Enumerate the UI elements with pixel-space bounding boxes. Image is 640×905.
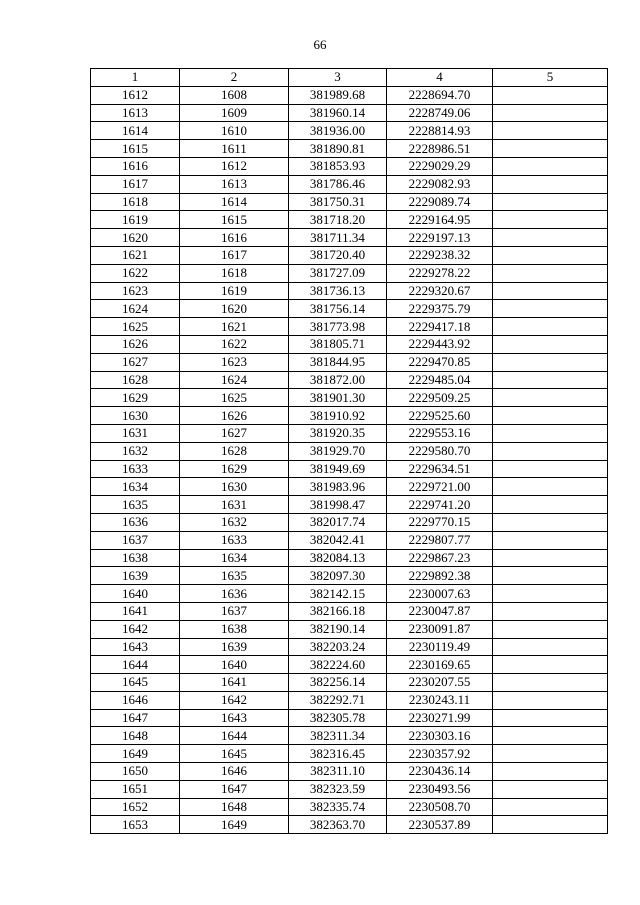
table-cell-col-5: [493, 460, 608, 478]
table-row: [91, 157, 608, 175]
table-cell-col-1: 1616: [91, 157, 180, 175]
table-row: [91, 246, 608, 264]
table-cell-col-3: 381720.40: [289, 246, 387, 264]
table-row: [91, 211, 608, 229]
table-cell-col-5: [493, 691, 608, 709]
table-cell-col-4: 2229580.70: [387, 442, 493, 460]
table-row: [91, 193, 608, 211]
column-header-4: 4: [387, 69, 493, 87]
table-cell-col-2: 1620: [180, 300, 289, 318]
table-cell-col-2: 1615: [180, 211, 289, 229]
table-cell-col-3: 381910.92: [289, 407, 387, 425]
table-cell-col-3: 381901.30: [289, 389, 387, 407]
table-row: [91, 531, 608, 549]
table-cell-col-2: 1636: [180, 585, 289, 603]
table-cell-col-2: 1633: [180, 531, 289, 549]
table-cell-col-1: 1615: [91, 140, 180, 158]
table-cell-col-3: 382256.14: [289, 674, 387, 692]
table-cell-col-5: [493, 567, 608, 585]
table-cell-col-4: 2229238.32: [387, 246, 493, 264]
table-cell-col-1: 1628: [91, 371, 180, 389]
table-cell-col-5: [493, 602, 608, 620]
table-cell-col-3: 381786.46: [289, 175, 387, 193]
table-cell-col-3: 382316.45: [289, 745, 387, 763]
table-cell-col-5: [493, 175, 608, 193]
table-cell-col-4: 2229470.85: [387, 353, 493, 371]
coordinates-table: [90, 68, 608, 834]
table-cell-col-3: 381727.09: [289, 264, 387, 282]
table-cell-col-4: 2230357.92: [387, 745, 493, 763]
table-cell-col-5: [493, 424, 608, 442]
table-cell-col-1: 1629: [91, 389, 180, 407]
table-cell-col-5: [493, 727, 608, 745]
table-cell-col-2: 1628: [180, 442, 289, 460]
table-row: [91, 638, 608, 656]
table-cell-col-4: 2228986.51: [387, 140, 493, 158]
table-cell-col-3: 381773.98: [289, 318, 387, 336]
table-cell-col-3: 381718.20: [289, 211, 387, 229]
table-row: [91, 86, 608, 104]
table-cell-col-5: [493, 816, 608, 834]
table-cell-col-3: 381929.70: [289, 442, 387, 460]
table-cell-col-1: 1642: [91, 620, 180, 638]
table-cell-col-5: [493, 371, 608, 389]
table-cell-col-5: [493, 780, 608, 798]
table-cell-col-4: 2230047.87: [387, 602, 493, 620]
table-cell-col-4: 2229807.77: [387, 531, 493, 549]
table-cell-col-3: 381750.31: [289, 193, 387, 211]
table-cell-col-1: 1648: [91, 727, 180, 745]
table-cell-col-1: 1647: [91, 709, 180, 727]
table-cell-col-5: [493, 264, 608, 282]
table-row: [91, 335, 608, 353]
table-cell-col-3: 381853.93: [289, 157, 387, 175]
table-cell-col-4: 2230303.16: [387, 727, 493, 745]
table-cell-col-4: 2229525.60: [387, 407, 493, 425]
table-cell-col-4: 2229417.18: [387, 318, 493, 336]
table-row: [91, 691, 608, 709]
table-cell-col-4: 2229029.29: [387, 157, 493, 175]
table-cell-col-3: 381844.95: [289, 353, 387, 371]
table-row: [91, 282, 608, 300]
table-cell-col-1: 1621: [91, 246, 180, 264]
table-row: [91, 549, 608, 567]
table-row: [91, 264, 608, 282]
table-cell-col-3: 382323.59: [289, 780, 387, 798]
column-header-3: 3: [289, 69, 387, 87]
table-cell-col-3: 381711.34: [289, 229, 387, 247]
table-cell-col-3: 381805.71: [289, 335, 387, 353]
table-cell-col-1: 1652: [91, 798, 180, 816]
table-cell-col-3: 382305.78: [289, 709, 387, 727]
table-row: [91, 140, 608, 158]
table-cell-col-3: 381989.68: [289, 86, 387, 104]
table-cell-col-5: [493, 763, 608, 781]
table-cell-col-2: 1624: [180, 371, 289, 389]
table-cell-col-3: 382203.24: [289, 638, 387, 656]
table-cell-col-2: 1647: [180, 780, 289, 798]
table-cell-col-5: [493, 246, 608, 264]
table-cell-col-2: 1649: [180, 816, 289, 834]
table-cell-col-2: 1617: [180, 246, 289, 264]
table-row: [91, 602, 608, 620]
table-cell-col-2: 1616: [180, 229, 289, 247]
table-cell-col-4: 2229770.15: [387, 513, 493, 531]
table-cell-col-3: 381949.69: [289, 460, 387, 478]
table-cell-col-4: 2230169.65: [387, 656, 493, 674]
table-cell-col-1: 1620: [91, 229, 180, 247]
table-cell-col-1: 1638: [91, 549, 180, 567]
table-cell-col-5: [493, 282, 608, 300]
table-cell-col-3: 381920.35: [289, 424, 387, 442]
table-cell-col-2: 1618: [180, 264, 289, 282]
table-cell-col-1: 1653: [91, 816, 180, 834]
table-cell-col-5: [493, 335, 608, 353]
table-cell-col-5: [493, 140, 608, 158]
table-cell-col-2: 1629: [180, 460, 289, 478]
table-cell-col-4: 2230207.55: [387, 674, 493, 692]
table-cell-col-4: 2230119.49: [387, 638, 493, 656]
table-cell-col-1: 1637: [91, 531, 180, 549]
table-header: [91, 69, 608, 87]
table-row: [91, 496, 608, 514]
table-cell-col-2: 1608: [180, 86, 289, 104]
table-cell-col-1: 1634: [91, 478, 180, 496]
table-row: [91, 478, 608, 496]
table-row: [91, 300, 608, 318]
table-cell-col-1: 1635: [91, 496, 180, 514]
table-cell-col-3: 382311.10: [289, 763, 387, 781]
table-cell-col-4: 2229089.74: [387, 193, 493, 211]
table-cell-col-4: 2230508.70: [387, 798, 493, 816]
table-cell-col-2: 1646: [180, 763, 289, 781]
table-cell-col-2: 1644: [180, 727, 289, 745]
table-cell-col-4: 2229320.67: [387, 282, 493, 300]
table-row: [91, 674, 608, 692]
table-cell-col-2: 1630: [180, 478, 289, 496]
table-cell-col-4: 2230091.87: [387, 620, 493, 638]
table-cell-col-3: 381960.14: [289, 104, 387, 122]
table-cell-col-3: 381983.96: [289, 478, 387, 496]
table-cell-col-3: 382335.74: [289, 798, 387, 816]
table-cell-col-4: 2228814.93: [387, 122, 493, 140]
table-cell-col-1: 1625: [91, 318, 180, 336]
table-cell-col-4: 2228694.70: [387, 86, 493, 104]
table-cell-col-2: 1611: [180, 140, 289, 158]
table-cell-col-1: 1626: [91, 335, 180, 353]
table-cell-col-5: [493, 300, 608, 318]
table-row: [91, 229, 608, 247]
table-cell-col-2: 1622: [180, 335, 289, 353]
table-cell-col-5: [493, 709, 608, 727]
table-cell-col-4: 2230243.11: [387, 691, 493, 709]
table-cell-col-1: 1613: [91, 104, 180, 122]
table-cell-col-1: 1632: [91, 442, 180, 460]
table-cell-col-3: 382042.41: [289, 531, 387, 549]
table-row: [91, 709, 608, 727]
table-cell-col-5: [493, 478, 608, 496]
column-header-2: 2: [180, 69, 289, 87]
table-cell-col-3: 382311.34: [289, 727, 387, 745]
table-cell-col-1: 1619: [91, 211, 180, 229]
table-cell-col-2: 1623: [180, 353, 289, 371]
table-cell-col-1: 1643: [91, 638, 180, 656]
table-cell-col-2: 1626: [180, 407, 289, 425]
table-row: [91, 389, 608, 407]
table-cell-col-4: 2230493.56: [387, 780, 493, 798]
table-cell-col-4: 2230537.89: [387, 816, 493, 834]
table-cell-col-2: 1631: [180, 496, 289, 514]
table-cell-col-2: 1632: [180, 513, 289, 531]
table-row: [91, 318, 608, 336]
table-row: [91, 424, 608, 442]
table-cell-col-2: 1645: [180, 745, 289, 763]
table-cell-col-1: 1636: [91, 513, 180, 531]
table-cell-col-3: 382292.71: [289, 691, 387, 709]
table-cell-col-1: 1630: [91, 407, 180, 425]
table-cell-col-2: 1643: [180, 709, 289, 727]
header-row: [91, 69, 608, 87]
table-cell-col-5: [493, 229, 608, 247]
table-cell-col-5: [493, 211, 608, 229]
table-cell-col-1: 1641: [91, 602, 180, 620]
table-cell-col-4: 2229082.93: [387, 175, 493, 193]
table-cell-col-3: 381736.13: [289, 282, 387, 300]
table-row: [91, 620, 608, 638]
table-cell-col-4: 2229485.04: [387, 371, 493, 389]
table-cell-col-1: 1622: [91, 264, 180, 282]
table-row: [91, 353, 608, 371]
table-cell-col-2: 1641: [180, 674, 289, 692]
table-cell-col-1: 1650: [91, 763, 180, 781]
table-cell-col-2: 1634: [180, 549, 289, 567]
table-row: [91, 763, 608, 781]
table-cell-col-5: [493, 513, 608, 531]
table-cell-col-2: 1619: [180, 282, 289, 300]
table-cell-col-5: [493, 318, 608, 336]
table-row: [91, 745, 608, 763]
table-cell-col-1: 1617: [91, 175, 180, 193]
table-row: [91, 567, 608, 585]
table-row: [91, 442, 608, 460]
table-cell-col-4: 2229721.00: [387, 478, 493, 496]
table-cell-col-1: 1640: [91, 585, 180, 603]
table-cell-col-5: [493, 656, 608, 674]
table-cell-col-3: 382084.13: [289, 549, 387, 567]
table-cell-col-5: [493, 531, 608, 549]
table-cell-col-2: 1621: [180, 318, 289, 336]
table-cell-col-2: 1625: [180, 389, 289, 407]
table-cell-col-5: [493, 86, 608, 104]
table-cell-col-2: 1639: [180, 638, 289, 656]
table-cell-col-4: 2229164.95: [387, 211, 493, 229]
table-cell-col-5: [493, 745, 608, 763]
table-cell-col-5: [493, 620, 608, 638]
table-cell-col-1: 1623: [91, 282, 180, 300]
table-row: [91, 407, 608, 425]
table-row: [91, 122, 608, 140]
table-cell-col-5: [493, 193, 608, 211]
table-cell-col-5: [493, 585, 608, 603]
table-cell-col-4: 2230436.14: [387, 763, 493, 781]
table-cell-col-1: 1633: [91, 460, 180, 478]
table-cell-col-4: 2229867.23: [387, 549, 493, 567]
table-row: [91, 371, 608, 389]
table-cell-col-3: 381936.00: [289, 122, 387, 140]
table-cell-col-5: [493, 407, 608, 425]
table-cell-col-4: 2229892.38: [387, 567, 493, 585]
table-cell-col-1: 1631: [91, 424, 180, 442]
table-cell-col-2: 1613: [180, 175, 289, 193]
table-cell-col-3: 381890.81: [289, 140, 387, 158]
table-cell-col-3: 382097.30: [289, 567, 387, 585]
table-cell-col-4: 2229509.25: [387, 389, 493, 407]
table-cell-col-5: [493, 798, 608, 816]
table-cell-col-4: 2229443.92: [387, 335, 493, 353]
table-cell-col-1: 1651: [91, 780, 180, 798]
table-cell-col-2: 1638: [180, 620, 289, 638]
table-cell-col-1: 1612: [91, 86, 180, 104]
table-cell-col-4: 2228749.06: [387, 104, 493, 122]
table-cell-col-2: 1610: [180, 122, 289, 140]
table-cell-col-1: 1614: [91, 122, 180, 140]
table-cell-col-4: 2229278.22: [387, 264, 493, 282]
table-row: [91, 585, 608, 603]
table-cell-col-1: 1646: [91, 691, 180, 709]
table-cell-col-2: 1637: [180, 602, 289, 620]
table-cell-col-4: 2229741.20: [387, 496, 493, 514]
table-row: [91, 513, 608, 531]
table-cell-col-2: 1609: [180, 104, 289, 122]
table-cell-col-1: 1639: [91, 567, 180, 585]
table-cell-col-3: 381756.14: [289, 300, 387, 318]
table-cell-col-3: 382363.70: [289, 816, 387, 834]
table-cell-col-2: 1642: [180, 691, 289, 709]
table-cell-col-4: 2230007.63: [387, 585, 493, 603]
table-cell-col-2: 1635: [180, 567, 289, 585]
table-cell-col-5: [493, 442, 608, 460]
table-cell-col-4: 2229553.16: [387, 424, 493, 442]
table-cell-col-5: [493, 389, 608, 407]
table-cell-col-1: 1624: [91, 300, 180, 318]
column-header-1: 1: [91, 69, 180, 87]
table-cell-col-4: 2229375.79: [387, 300, 493, 318]
table-cell-col-3: 381872.00: [289, 371, 387, 389]
table-cell-col-3: 382224.60: [289, 656, 387, 674]
table-row: [91, 175, 608, 193]
table-cell-col-5: [493, 353, 608, 371]
table-cell-col-1: 1645: [91, 674, 180, 692]
table-cell-col-2: 1627: [180, 424, 289, 442]
table-row: [91, 104, 608, 122]
table-cell-col-5: [493, 638, 608, 656]
table-cell-col-3: 382190.14: [289, 620, 387, 638]
table-cell-col-3: 382166.18: [289, 602, 387, 620]
table-row: [91, 798, 608, 816]
table-row: [91, 460, 608, 478]
table-row: [91, 816, 608, 834]
table-body: [91, 86, 608, 833]
table-cell-col-2: 1614: [180, 193, 289, 211]
table-cell-col-3: 381998.47: [289, 496, 387, 514]
table-cell-col-1: 1644: [91, 656, 180, 674]
table-row: [91, 780, 608, 798]
table-cell-col-1: 1649: [91, 745, 180, 763]
table-row: [91, 727, 608, 745]
table-cell-col-2: 1648: [180, 798, 289, 816]
table-cell-col-4: 2230271.99: [387, 709, 493, 727]
page-number: 66: [313, 37, 327, 52]
table-cell-col-3: 382142.15: [289, 585, 387, 603]
table-cell-col-4: 2229197.13: [387, 229, 493, 247]
table-cell-col-5: [493, 496, 608, 514]
table-row: [91, 656, 608, 674]
table-cell-col-1: 1618: [91, 193, 180, 211]
table-cell-col-2: 1640: [180, 656, 289, 674]
table-cell-col-5: [493, 549, 608, 567]
table-cell-col-4: 2229634.51: [387, 460, 493, 478]
table-cell-col-3: 382017.74: [289, 513, 387, 531]
table-cell-col-2: 1612: [180, 157, 289, 175]
table-cell-col-5: [493, 157, 608, 175]
table-cell-col-1: 1627: [91, 353, 180, 371]
table-cell-col-5: [493, 674, 608, 692]
table-cell-col-5: [493, 104, 608, 122]
table-cell-col-5: [493, 122, 608, 140]
column-header-5: 5: [493, 69, 608, 87]
